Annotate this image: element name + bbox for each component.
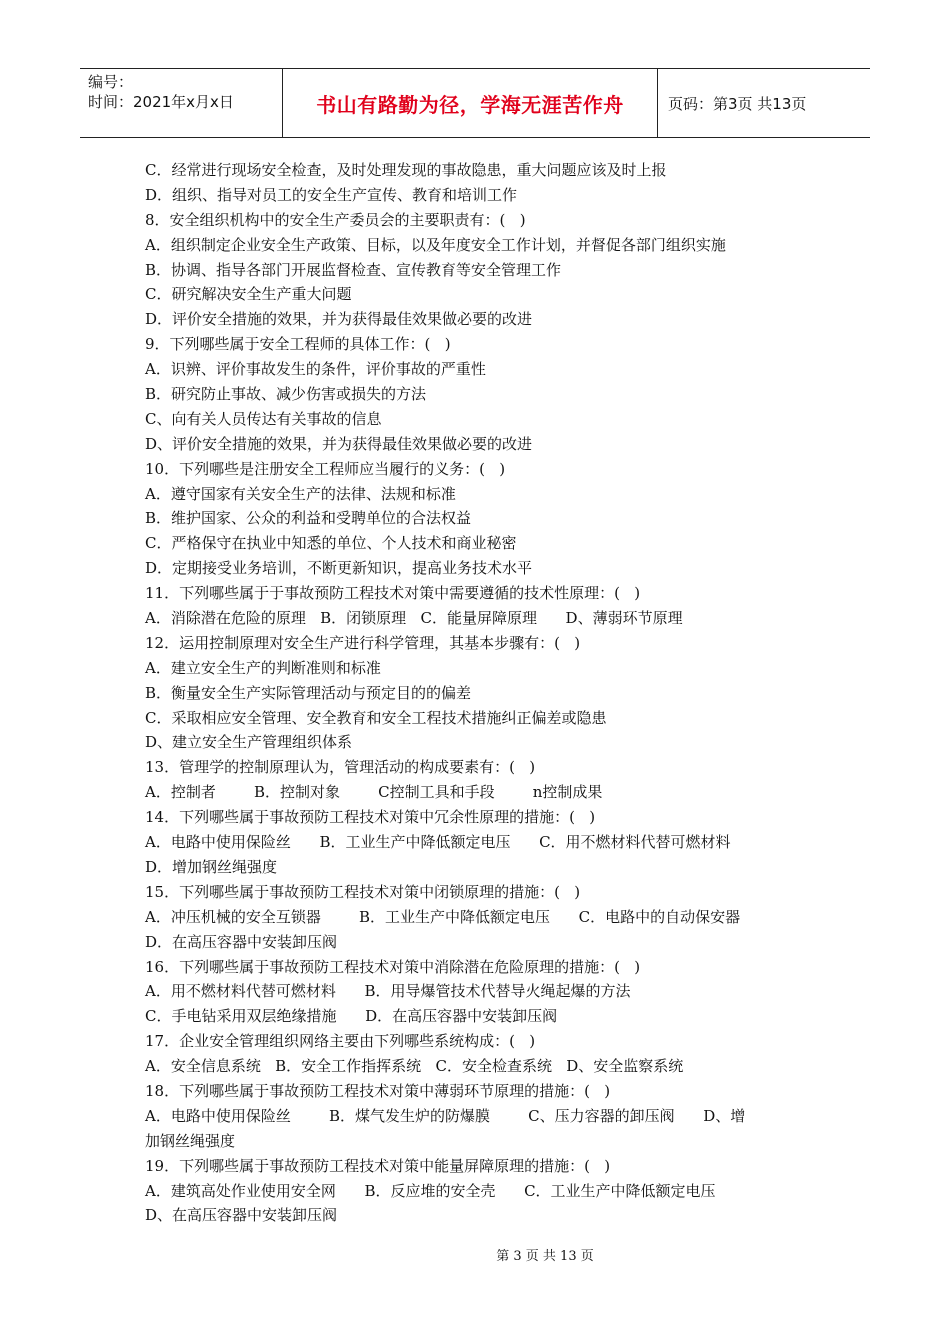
text-line: C．采取相应安全管理、安全教育和安全工程技术措施纠正偏差或隐患 (145, 708, 607, 727)
text-line: D、建立安全生产管理组织体系 (145, 733, 353, 752)
text-line: A．消除潜在危险的原理 B．闭锁原理 C．能量屏障原理 D、薄弱环节原理 (145, 609, 683, 628)
text-line: C．严格保守在执业中知悉的单位、个人技术和商业秘密 (145, 534, 517, 553)
text-line: A．电路中使用保险丝 B．煤气发生炉的防爆膜 C、压力容器的卸压阀 D、增 (145, 1106, 746, 1125)
footer-page-number: 第 3 页 共 13 页 (496, 1249, 594, 1264)
text-line: A．组织制定企业安全生产政策、目标，以及年度安全工作计划，并督促各部门组织实施 (145, 235, 726, 254)
text-line: 12．运用控制原理对安全生产进行科学管理，其基本步骤有：( ) (145, 633, 581, 652)
text-line: A．控制者 B．控制对象 C控制工具和手段 n控制成果 (145, 783, 603, 802)
text-line: B．研究防止事故、减少伤害或损失的方法 (145, 385, 427, 404)
page-footer (0, 1245, 950, 1264)
text-line: 15．下列哪些属于事故预防工程技术对策中闭锁原理的措施：( ) (145, 882, 581, 901)
text-line: 14．下列哪些属于事故预防工程技术对策中冗余性原理的措施：( ) (145, 808, 596, 827)
text-line: D．增加钢丝绳强度 (145, 857, 278, 876)
text-line: 加钢丝绳强度 (145, 1131, 236, 1150)
text-line: A．冲压机械的安全互锁器 B．工业生产中降低额定电压 C．电路中的自动保安器 (145, 907, 741, 926)
text-line: 10．下列哪些是注册安全工程师应当履行的义务：( ) (145, 459, 506, 478)
text-line: C．手电钻采用双层绝缘措施 D．在高压容器中安装卸压阀 (145, 1007, 558, 1026)
text-line: A．电路中使用保险丝 B．工业生产中降低额定电压 C．用不燃材料代替可燃材料 (145, 833, 731, 852)
text-line: D、评价安全措施的效果，并为获得最佳效果做必要的改进 (145, 434, 533, 453)
text-line: B．协调、指导各部门开展监督检查、宣传教育等安全管理工作 (145, 260, 562, 279)
text-line: C．研究解决安全生产重大问题 (145, 285, 352, 304)
text-line: B．衡量安全生产实际管理活动与预定目的的偏差 (145, 683, 472, 702)
code-label: 编号： (88, 73, 134, 91)
text-line: 18．下列哪些属于事故预防工程技术对策中薄弱环节原理的措施：( ) (145, 1081, 611, 1100)
text-line: A．建立安全生产的判断准则和标准 (145, 658, 381, 677)
text-line: D．组织、指导对员工的安全生产宣传、教育和培训工作 (145, 185, 518, 204)
text-line: 19．下列哪些属于事故预防工程技术对策中能量屏障原理的措施：( ) (145, 1156, 611, 1175)
text-line: A．遵守国家有关安全生产的法律、法规和标准 (145, 484, 456, 503)
text-line: A．安全信息系统 B．安全工作指挥系统 C．安全检查系统 D、安全监察系统 (145, 1057, 684, 1076)
text-line: D．在高压容器中安装卸压阀 (145, 932, 338, 951)
text-line: A．识辨、评价事故发生的条件，评价事故的严重性 (145, 360, 486, 379)
text-line: 9．下列哪些属于安全工程师的具体工作：( ) (145, 335, 451, 354)
text-line: B．维护国家、公众的利益和受聘单位的合法权益 (145, 509, 472, 528)
text-line: C．经常进行现场安全检查，及时处理发现的事故隐患，重大问题应该及时上报 (145, 161, 667, 179)
text-line: 13．管理学的控制原理认为，管理活动的构成要素有：( ) (145, 758, 536, 777)
date-label: 时间：2021年x月x日 (88, 93, 234, 111)
text-line: D．定期接受业务培训，不断更新知识，提高业务技术水平 (145, 559, 533, 578)
header-info-cell (80, 69, 283, 137)
header-motto-cell (283, 69, 658, 137)
text-line: 17．企业安全管理组织网络主要由下列哪些系统构成：( ) (145, 1032, 536, 1051)
text-line: 8．安全组织机构中的安全生产委员会的主要职责有：( ) (145, 210, 526, 229)
text-line: 11．下列哪些属于于事故预防工程技术对策中需要遵循的技术性原理：( ) (145, 584, 641, 603)
text-line: D、在高压容器中安装卸压阀 (145, 1206, 338, 1225)
text-line: A．用不燃材料代替可燃材料 B．用导爆管技术代替导火绳起爆的方法 (145, 982, 631, 1001)
page-number-label: 页码：第3页 共13页 (668, 94, 807, 113)
text-line: A．建筑高处作业使用安全网 B．反应堆的安全壳 C．工业生产中降低额定电压 (145, 1181, 716, 1200)
text-line: D．评价安全措施的效果，并为获得最佳效果做必要的改进 (145, 310, 533, 329)
motto-text: 书山有路勤为径，学海无涯苦作舟 (316, 92, 624, 117)
header-page-cell (658, 69, 870, 137)
document-body (145, 158, 815, 1228)
page-header (80, 68, 870, 138)
text-line: 16．下列哪些属于事故预防工程技术对策中消除潜在危险原理的措施：( ) (145, 957, 641, 976)
text-line: C、向有关人员传达有关事故的信息 (145, 409, 382, 428)
